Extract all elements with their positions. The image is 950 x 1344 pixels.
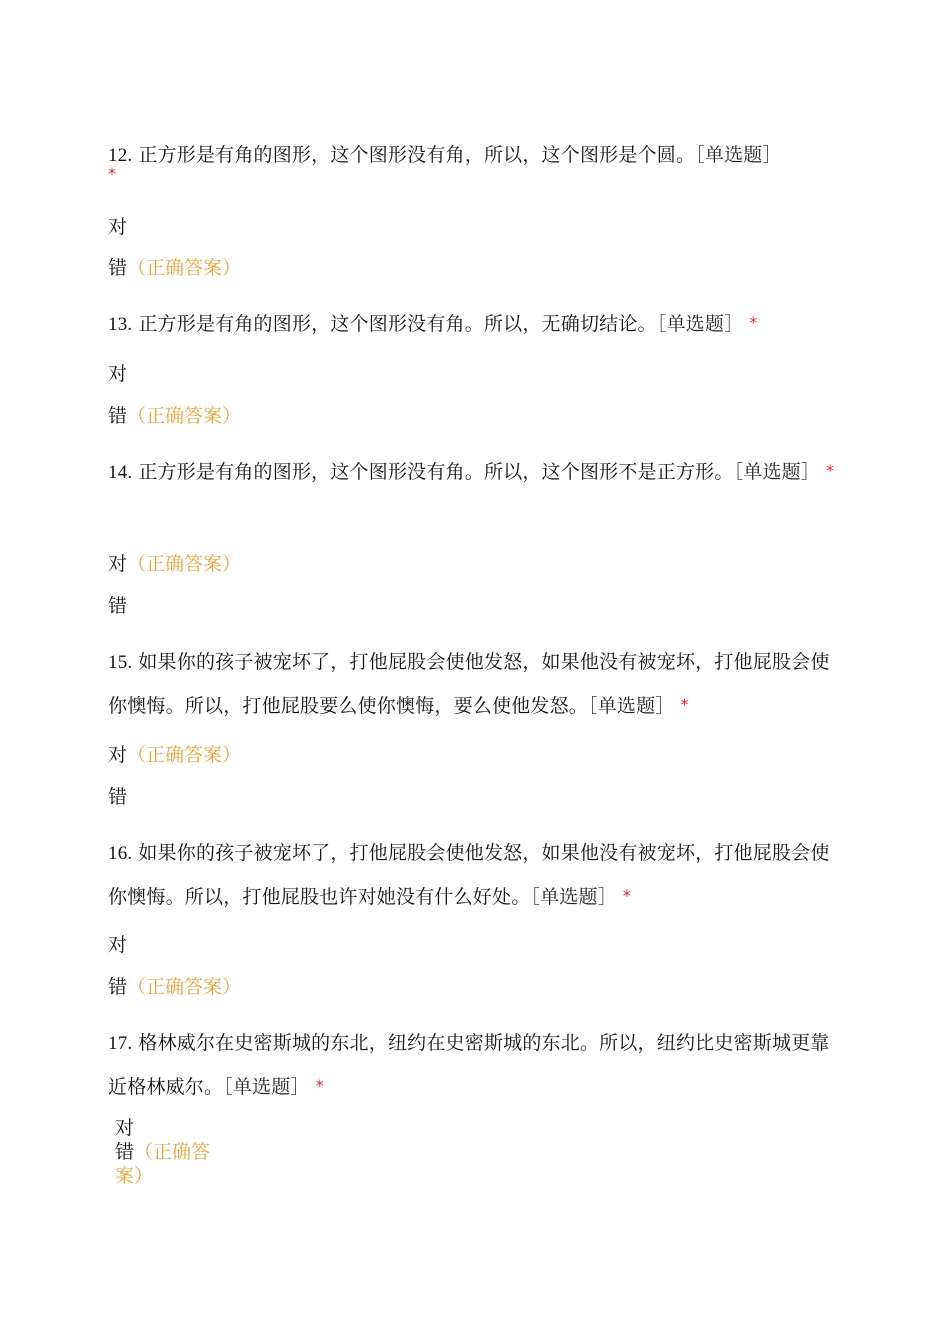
required-marker: * [680, 695, 689, 714]
option-true[interactable] [115, 1116, 227, 1140]
option-true[interactable] [108, 551, 241, 577]
option-true[interactable] [108, 742, 241, 768]
question-text: 正方形是有角的图形，这个图形没有角。所以，这个图形不是正方形。 [138, 461, 734, 483]
required-marker: * [315, 1076, 324, 1095]
question-number: 13. [108, 314, 133, 335]
question-15 [108, 641, 838, 727]
option-false[interactable] [108, 784, 127, 810]
option-label: 对 [115, 1117, 135, 1139]
question-text: 如果你的孩子被宠坏了，打他屁股会使他发怒，如果他没有被宠坏，打他屁股会使你懊悔。所以，打他屁股要么使你懊悔，要么使他发怒。 [108, 651, 830, 717]
option-label: 对 [108, 934, 128, 956]
option-true[interactable] [108, 932, 127, 958]
option-true[interactable] [108, 214, 127, 240]
option-false[interactable] [115, 1140, 227, 1188]
question-type-tag: ［单选题］ [695, 144, 782, 166]
question-number: 14. [108, 462, 133, 483]
question-13 [108, 302, 838, 346]
correct-answer-marker: （正确答案） [127, 405, 242, 427]
correct-answer-marker: （正确答案） [127, 553, 242, 575]
required-marker: * [622, 886, 632, 905]
question-number: 17. [108, 1033, 133, 1054]
option-false[interactable] [108, 403, 241, 429]
option-label: 错 [108, 786, 128, 808]
required-marker: * [749, 313, 758, 332]
option-label: 对 [108, 363, 128, 385]
question-text: 正方形是有角的图形，这个图形没有角。所以，无确切结论。 [138, 313, 657, 335]
option-label: 对 [108, 553, 128, 575]
question-type-tag: ［单选题］ [656, 313, 744, 335]
option-label: 对 [108, 744, 128, 766]
correct-answer-marker: （正确答案） [127, 257, 242, 279]
question-text: 格林威尔在史密斯城的东北，纽约在史密斯城的东北。所以，纽约比史密斯城更靠近格林威尔。 [108, 1032, 830, 1098]
question-text: 如果你的孩子被宠坏了，打他屁股会使他发怒，如果他没有被宠坏，打他屁股会使你懊悔。所以，打他屁股也许对她没有什么好处。 [108, 842, 830, 908]
option-false[interactable] [108, 593, 127, 619]
correct-answer-marker: （正确答案） [115, 1141, 211, 1187]
option-label: 错 [108, 405, 128, 427]
question-text: 正方形是有角的图形，这个图形没有角，所以，这个图形是个圆。 [138, 144, 696, 166]
required-marker: * [826, 461, 835, 480]
question-number: 16. [108, 843, 133, 864]
question-type-tag: ［单选题］ [223, 1076, 310, 1098]
question-type-tag: ［单选题］ [530, 886, 617, 908]
option-label: 错 [108, 976, 128, 998]
required-marker: * [108, 164, 117, 183]
option-label: 错 [108, 595, 128, 617]
option-label: 错 [115, 1141, 135, 1163]
question-14 [108, 450, 838, 494]
option-true[interactable] [108, 361, 127, 387]
correct-answer-marker: （正确答案） [127, 744, 242, 766]
option-false[interactable] [108, 974, 241, 1000]
question-number: 15. [108, 652, 133, 673]
option-label: 错 [108, 257, 128, 279]
question-type-tag: ［单选题］ [733, 461, 821, 483]
question-number: 12. [108, 145, 133, 166]
question-type-tag: ［单选题］ [588, 695, 675, 717]
option-false[interactable] [108, 255, 241, 281]
option-label: 对 [108, 216, 128, 238]
question-12 [108, 134, 838, 183]
correct-answer-marker: （正确答案） [127, 976, 242, 998]
question-17 [108, 1022, 838, 1108]
question-16 [108, 832, 838, 918]
